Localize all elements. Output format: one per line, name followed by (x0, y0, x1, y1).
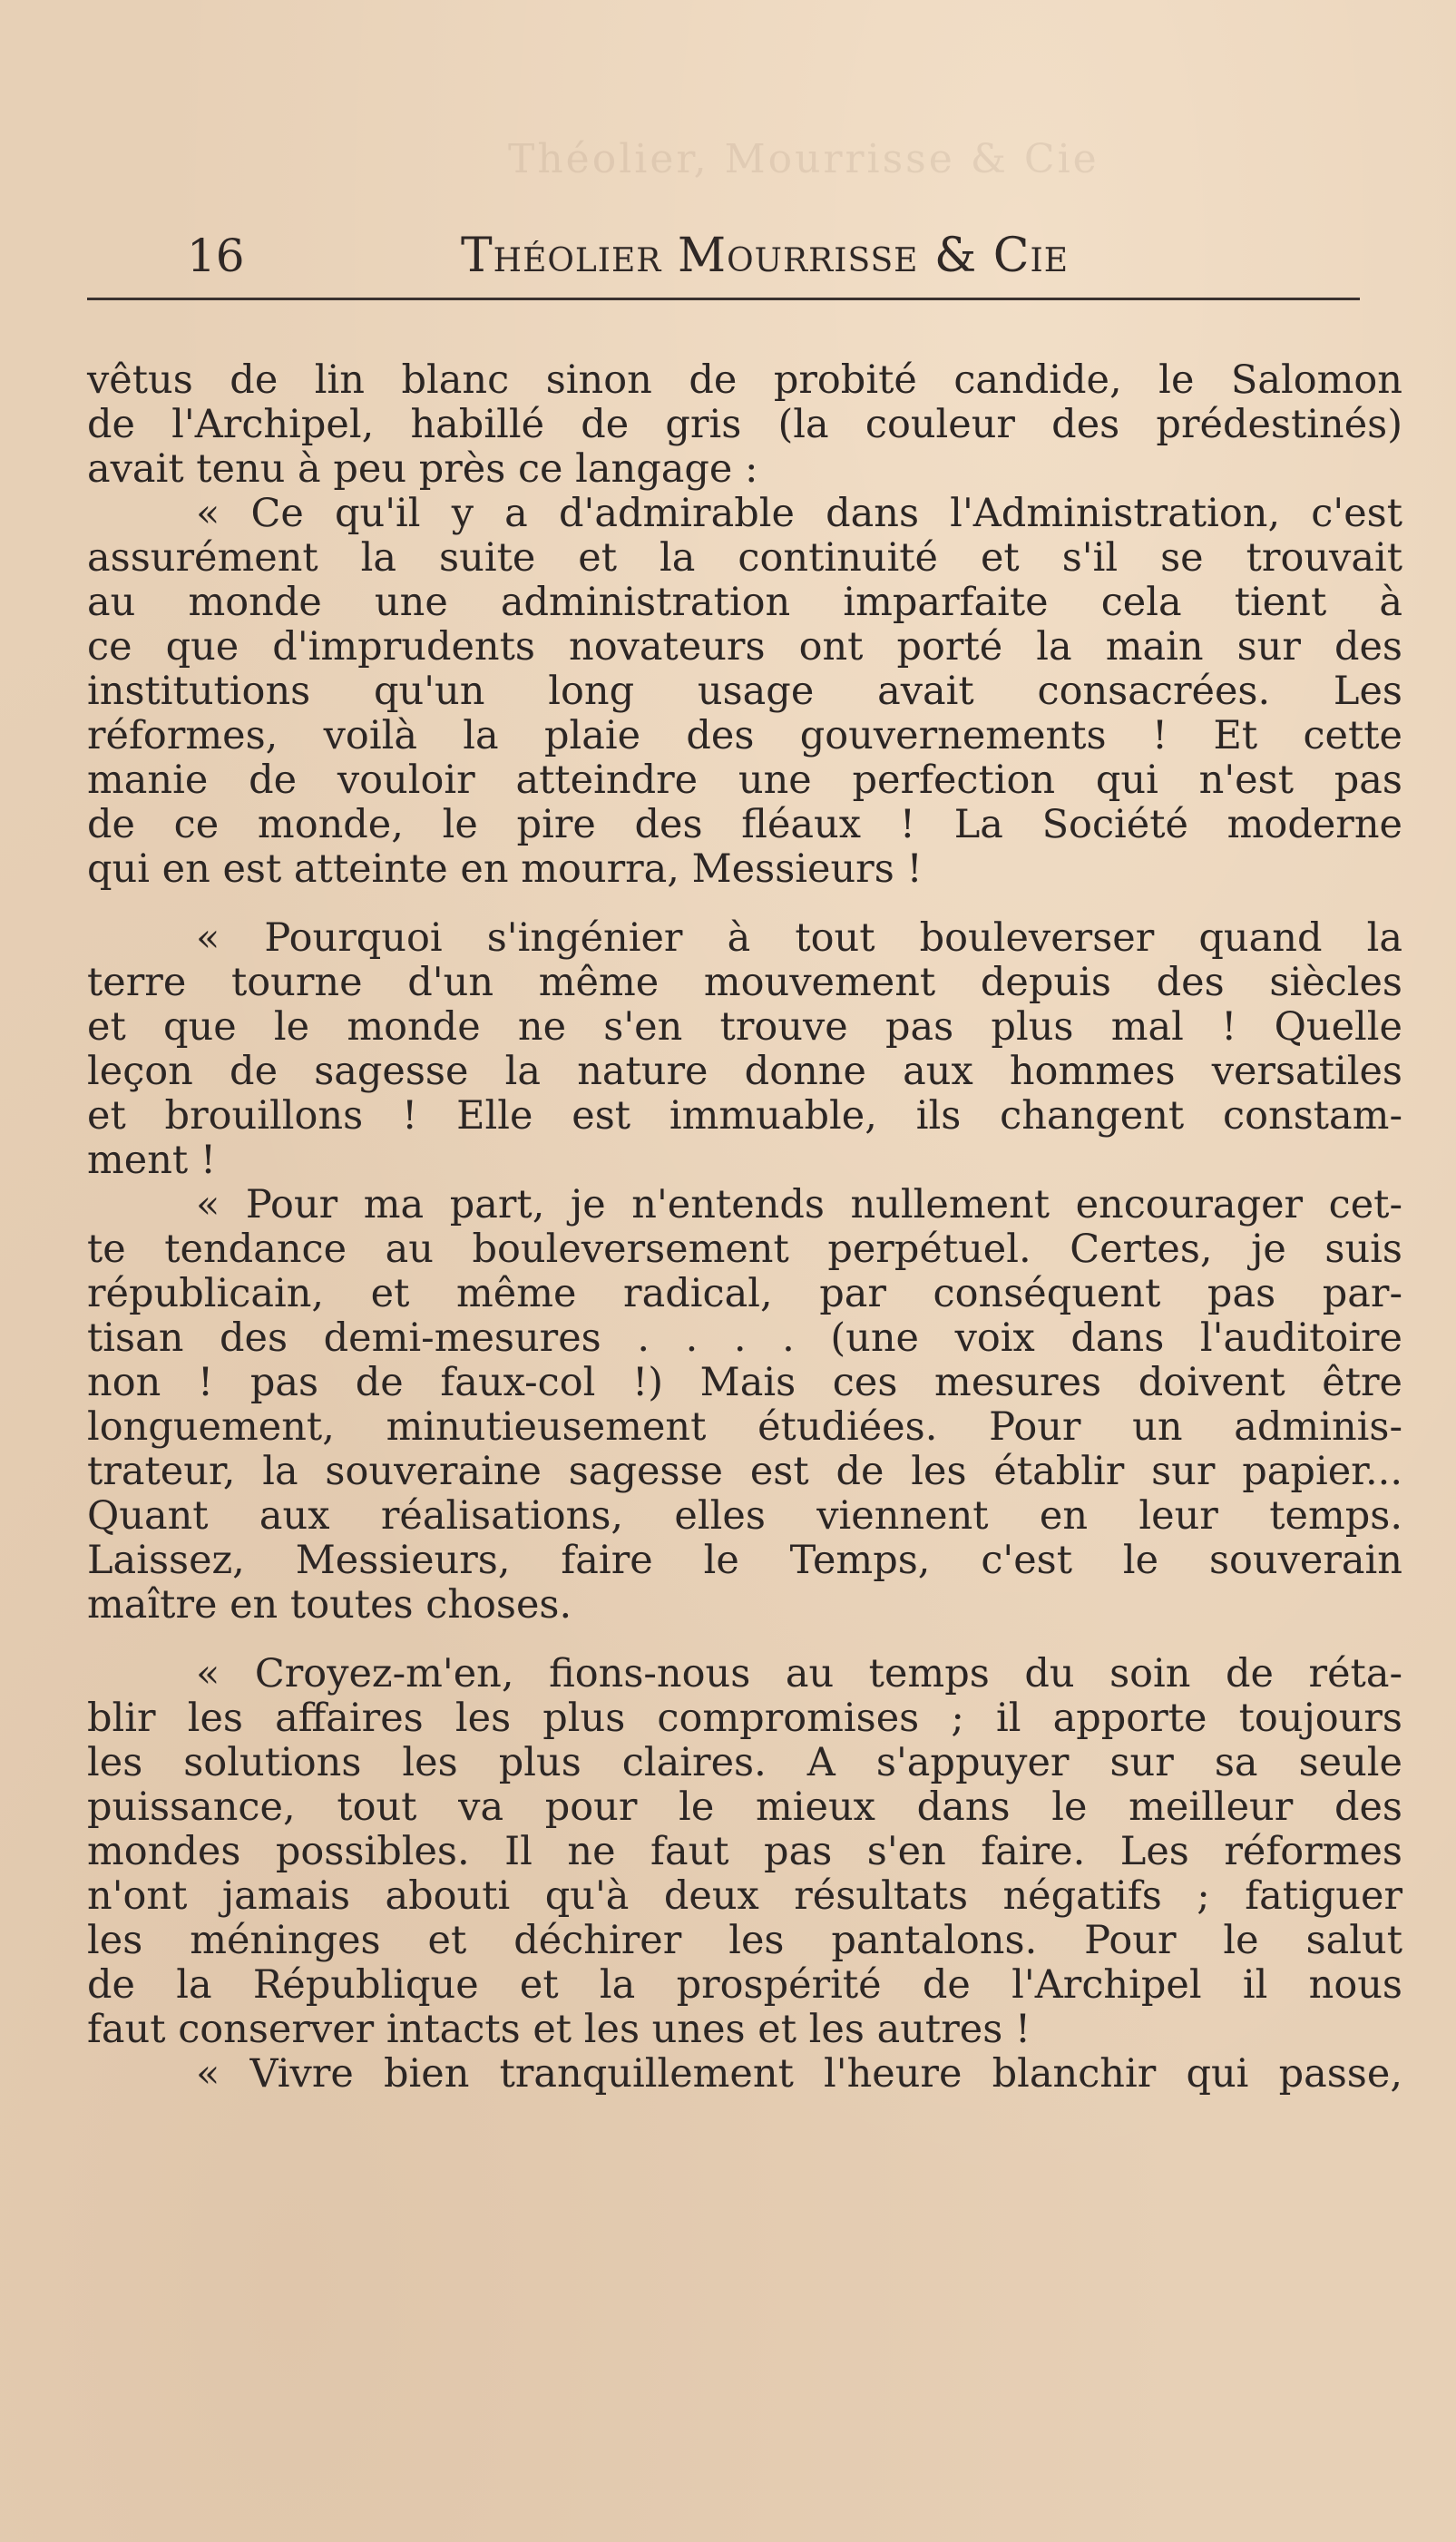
text-line: réformes, voilà la plaie des gouvernements ! Et cette (87, 713, 1402, 758)
text-line: terre tourne d'un même mouvement depuis des siècles (87, 960, 1402, 1005)
text-line: vêtus de lin blanc sinon de probité candide, le Salomon (87, 357, 1402, 403)
running-head: Théolier Mourrisse & Cie (461, 229, 1070, 283)
text-line: les méninges et déchirer les pantalons. Pour le salut (87, 1918, 1402, 1963)
text-line: blir les affaires les plus compromises ; il apporte toujours (87, 1696, 1402, 1741)
text-line: puissance, tout va pour le mieux dans le meilleur des (87, 1784, 1402, 1830)
text-line: ment ! (87, 1138, 217, 1183)
text-line: faut conserver intacts et les unes et les autres ! (87, 2007, 1031, 2052)
text-line: qui en est atteinte en mourra, Messieurs ! (87, 846, 923, 892)
text-line: mondes possibles. Il ne faut pas s'en faire. Les réformes (87, 1829, 1402, 1874)
text-line: manie de vouloir atteindre une perfection qui n'est pas (87, 758, 1402, 803)
text-line: républicain, et même radical, par conséquent pas par- (87, 1271, 1402, 1316)
text-line: de l'Archipel, habillé de gris (la couleur des prédestinés) (87, 402, 1402, 447)
text-line: institutions qu'un long usage avait consacrées. Les (87, 669, 1402, 714)
text-line: « Ce qu'il y a d'admirable dans l'Administration, c'est (196, 491, 1402, 536)
text-line: Quant aux réalisations, elles viennent en leur temps. (87, 1493, 1402, 1539)
text-line: « Vivre bien tranquillement l'heure blanchir qui passe, (196, 2051, 1402, 2097)
text-line: non ! pas de faux-col !) Mais ces mesures doivent être (87, 1360, 1402, 1405)
text-line: te tendance au bouleversement perpétuel. Certes, je suis (87, 1227, 1402, 1272)
text-line: et brouillons ! Elle est immuable, ils changent constam- (87, 1093, 1402, 1139)
text-line: les solutions les plus claires. A s'appuyer sur sa seule (87, 1740, 1402, 1785)
text-line: Laissez, Messieurs, faire le Temps, c'est le souverain (87, 1538, 1402, 1583)
text-line: ce que d'imprudents novateurs ont porté la main sur des (87, 624, 1402, 670)
text-line: avait tenu à peu près ce langage : (87, 446, 758, 492)
text-line: assurément la suite et la continuité et s'il se trouvait (87, 535, 1402, 581)
text-line: tisan des demi-mesures . . . . (une voix dans l'auditoire (87, 1315, 1402, 1361)
text-line: « Pour ma part, je n'entends nullement encourager cet- (196, 1182, 1402, 1227)
show-through-text: Théolier, Mourrisse & Cie (508, 136, 1099, 182)
paragraph-gap (87, 892, 1402, 916)
text-line: et que le monde ne s'en trouve pas plus mal ! Quelle (87, 1004, 1402, 1050)
text-line: au monde une administration imparfaite cela tient à (87, 580, 1402, 625)
body-text (87, 358, 1402, 2097)
page-number: 16 (187, 230, 245, 282)
text-line: « Croyez-m'en, fions-nous au temps du soin de réta- (196, 1651, 1402, 1696)
text-line: de la République et la prospérité de l'Archipel il nous (87, 1962, 1402, 2008)
text-line: maître en toutes choses. (87, 1582, 572, 1628)
text-line: trateur, la souveraine sagesse est de les établir sur papier... (87, 1449, 1402, 1494)
text-line: « Pourquoi s'ingénier à tout bouleverser quand la (196, 915, 1402, 961)
text-line: leçon de sagesse la nature donne aux hommes versatiles (87, 1049, 1402, 1094)
text-line: n'ont jamais abouti qu'à deux résultats négatifs ; fatiguer (87, 1873, 1402, 1919)
header-rule (87, 298, 1360, 300)
page-header (87, 229, 1360, 301)
paragraph-gap (87, 1628, 1402, 1652)
text-line: de ce monde, le pire des fléaux ! La Société moderne (87, 802, 1402, 847)
text-line: longuement, minutieusement étudiées. Pour un adminis- (87, 1404, 1402, 1450)
